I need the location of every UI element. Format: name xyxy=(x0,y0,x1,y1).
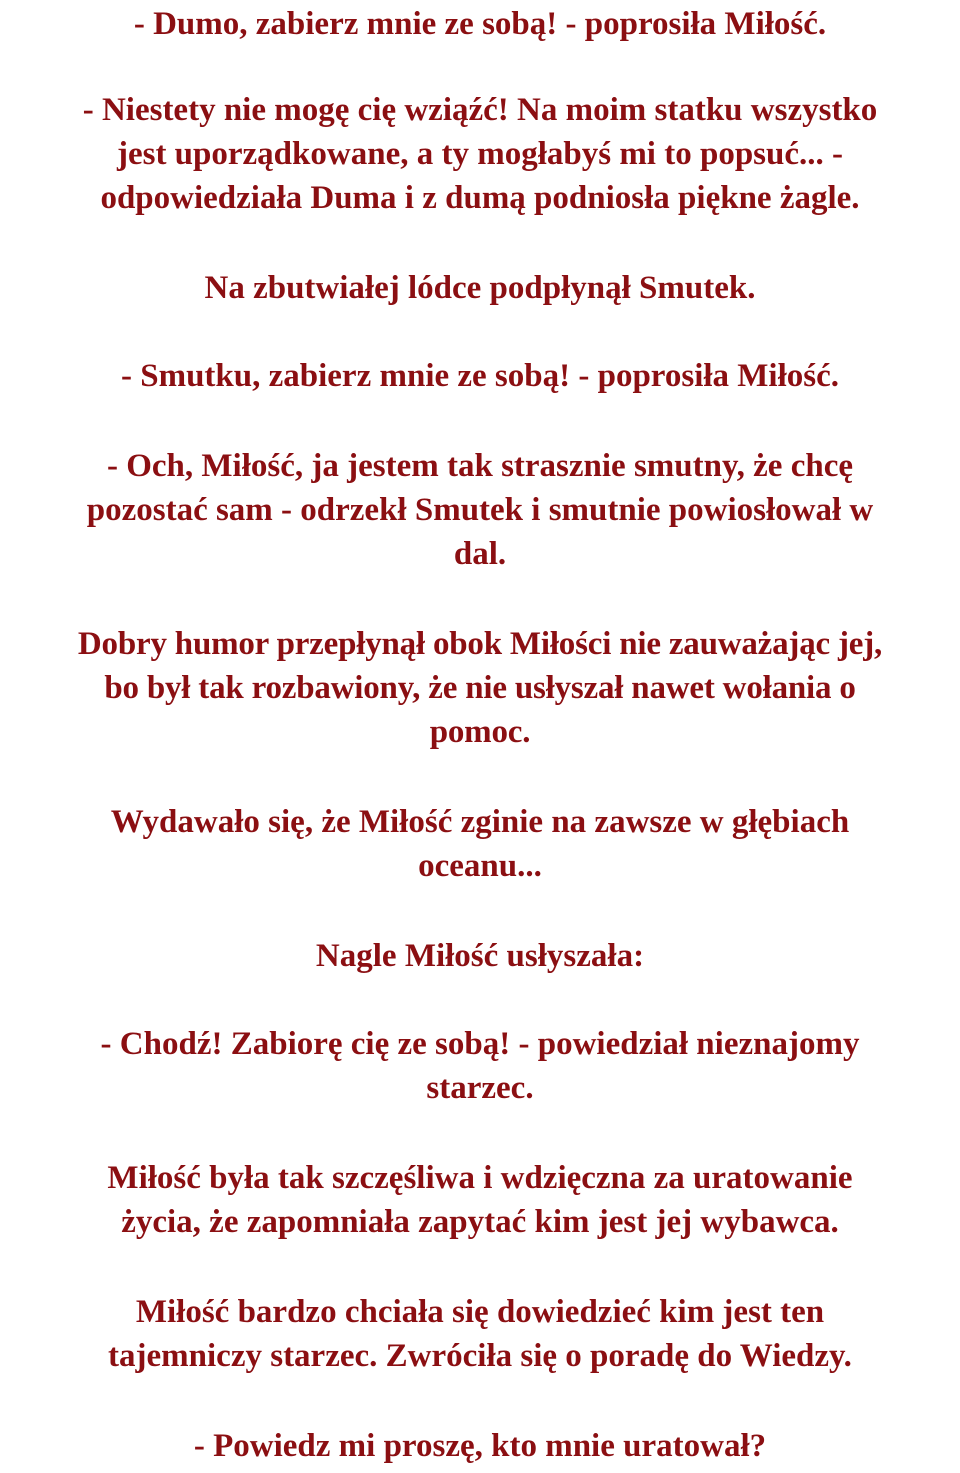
text-line: - Chodź! Zabiorę cię ze sobą! - powiedział nieznajomy xyxy=(100,1026,860,1062)
text-line: Miłość była tak szczęśliwa i wdzięczna za uratowanie xyxy=(107,1160,853,1196)
text-line: dal. xyxy=(453,536,507,572)
paragraph-9 xyxy=(0,1022,960,1110)
paragraph-7 xyxy=(0,800,960,888)
text-line: - Och, Miłość, ja jestem tak strasznie smutny, że chcę xyxy=(107,448,853,484)
text-line: - Niestety nie mogę cię wziąźć! Na moim statku wszystko xyxy=(82,92,878,128)
paragraph-11 xyxy=(0,1290,960,1378)
text-line: tajemniczy starzec. Zwróciła się o poradę do Wiedzy. xyxy=(108,1338,852,1374)
paragraph-2 xyxy=(0,88,960,220)
paragraph-4 xyxy=(0,354,960,398)
text-line: starzec. xyxy=(426,1070,534,1106)
paragraph-1 xyxy=(0,2,960,46)
paragraph-5 xyxy=(0,444,960,576)
paragraph-8 xyxy=(0,934,960,978)
text-line: - Powiedz mi proszę, kto mnie uratował? xyxy=(193,1428,767,1464)
text-line: Wydawało się, że Miłość zginie na zawsze w głębiach xyxy=(110,804,850,840)
text-line: pomoc. xyxy=(429,714,531,750)
paragraph-6 xyxy=(0,622,960,754)
text-line: Dobry humor przepłynął obok Miłości nie zauważając jej, xyxy=(77,626,883,662)
paragraph-3 xyxy=(0,266,960,310)
text-line: odpowiedziała Duma i z dumą podniosła piękne żagle. xyxy=(100,180,860,216)
text-line: Miłość bardzo chciała się dowiedzieć kim jest ten xyxy=(135,1294,825,1330)
text-line: oceanu... xyxy=(418,848,542,884)
text-line: jest uporządkowane, a ty mogłabyś mi to popsuć... - xyxy=(116,136,844,172)
text-line: Nagle Miłość usłyszała: xyxy=(315,938,645,974)
paragraph-10 xyxy=(0,1156,960,1244)
text-line: - Dumo, zabierz mnie ze sobą! - poprosiła Miłość. xyxy=(133,6,827,42)
paragraph-12 xyxy=(0,1424,960,1468)
text-line: Na zbutwiałej lódce podpłynął Smutek. xyxy=(204,270,756,306)
text-line: bo był tak rozbawiony, że nie usłyszał nawet wołania o xyxy=(104,670,856,706)
text-line: - Smutku, zabierz mnie ze sobą! - poprosiła Miłość. xyxy=(120,358,840,394)
text-line: życia, że zapomniała zapytać kim jest jej wybawca. xyxy=(121,1204,839,1240)
text-line: pozostać sam - odrzekł Smutek i smutnie powiosłował w xyxy=(86,492,874,528)
